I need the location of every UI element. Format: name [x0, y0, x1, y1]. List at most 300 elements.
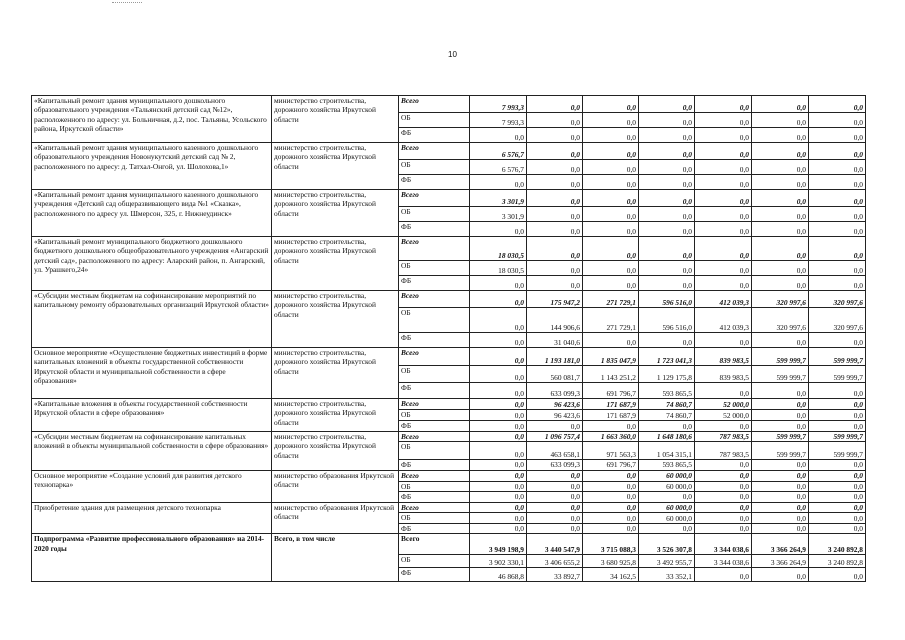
amount-cell: 0,0	[583, 237, 639, 261]
amount-cell: 0,0	[639, 237, 695, 261]
amount-cell: 0,0	[583, 190, 639, 207]
amount-cell: 31 040,6	[527, 333, 583, 348]
amount-cell: 0,0	[470, 333, 527, 348]
amount-cell: 0,0	[470, 222, 527, 237]
event-name-cell: Основное мероприятие «Создание условий для развития детского технопарка»	[32, 470, 272, 502]
funding-source-cell: ОБ	[399, 160, 470, 175]
amount-cell: 0,0	[639, 190, 695, 207]
amount-cell: 0,0	[470, 513, 527, 524]
amount-cell: 599 999,7	[809, 366, 866, 383]
funding-source-cell: Всего	[399, 143, 470, 160]
amount-cell: 0,0	[470, 308, 527, 333]
amount-cell: 0,0	[809, 410, 866, 421]
funding-source-cell: ОБ	[399, 261, 470, 276]
amount-cell: 0,0	[527, 190, 583, 207]
amount-cell: 599 999,7	[809, 442, 866, 460]
event-name-cell: Основное мероприятие «Осуществление бюджетных инвестиций в форме капитальных вложений в объекты государственной собственности Иркутской области и муниципальной собственности в сфере образования»	[32, 348, 272, 399]
amount-cell: 0,0	[695, 143, 752, 160]
amount-cell: 0,0	[809, 333, 866, 348]
amount-cell: 0,0	[527, 524, 583, 534]
amount-cell: 0,0	[470, 460, 527, 470]
amount-cell: 0,0	[695, 333, 752, 348]
amount-cell: 0,0	[752, 383, 809, 399]
amount-cell: 0,0	[809, 237, 866, 261]
funding-source-cell: Всего	[399, 291, 470, 308]
amount-cell: 3 715 088,3	[583, 534, 639, 555]
amount-cell: 0,0	[527, 276, 583, 291]
amount-cell: 0,0	[752, 410, 809, 421]
amount-cell: 971 563,3	[583, 442, 639, 460]
amount-cell: 0,0	[695, 502, 752, 512]
funding-source-cell: ОБ	[399, 442, 470, 460]
funding-source-cell: ОБ	[399, 555, 470, 568]
amount-cell: 1 129 175,8	[639, 366, 695, 383]
amount-cell: 0,0	[752, 460, 809, 470]
event-name-cell: «Капитальный ремонт муниципального бюджетного дошкольного бюджетного дошкольного общеобразовательного учреждения «Ангарский детский сад», расположенного по адресу: Аларский район, п. Ангарский, ул. Урашкего,24»	[32, 237, 272, 291]
amount-cell: 0,0	[752, 276, 809, 291]
amount-cell: 691 796,7	[583, 383, 639, 399]
amount-cell: 0,0	[695, 96, 752, 113]
amount-cell: 0,0	[639, 261, 695, 276]
amount-cell: 0,0	[695, 383, 752, 399]
executor-cell: министерство строительства, дорожного хозяйства Иркутской области	[272, 291, 399, 348]
amount-cell: 0,0	[752, 524, 809, 534]
amount-cell: 0,0	[809, 207, 866, 222]
amount-cell: 0,0	[527, 481, 583, 491]
amount-cell: 0,0	[752, 207, 809, 222]
amount-cell: 599 999,7	[809, 348, 866, 366]
amount-cell: 0,0	[583, 481, 639, 491]
amount-cell: 633 099,3	[527, 460, 583, 470]
amount-cell: 3 301,9	[470, 207, 527, 222]
amount-cell: 0,0	[752, 143, 809, 160]
table-row	[32, 291, 866, 308]
funding-source-cell: Всего	[399, 534, 470, 555]
amount-cell: 633 099,3	[527, 383, 583, 399]
funding-source-cell: ФБ	[399, 175, 470, 190]
amount-cell: 0,0	[583, 160, 639, 175]
table-row	[32, 432, 866, 442]
amount-cell: 1 663 360,0	[583, 432, 639, 442]
amount-cell: 0,0	[470, 470, 527, 481]
amount-cell: 0,0	[752, 502, 809, 512]
executor-cell: министерство строительства, дорожного хозяйства Иркутской области	[272, 399, 399, 432]
funding-source-cell: Всего	[399, 470, 470, 481]
amount-cell: 3 344 038,6	[695, 534, 752, 555]
amount-cell: 0,0	[527, 113, 583, 128]
funding-source-cell: Всего	[399, 348, 470, 366]
amount-cell: 0,0	[695, 113, 752, 128]
executor-cell: министерство строительства, дорожного хозяйства Иркутской области	[272, 432, 399, 471]
amount-cell: 0,0	[583, 261, 639, 276]
amount-cell: 0,0	[639, 421, 695, 432]
amount-cell: 0,0	[470, 502, 527, 512]
amount-cell: 0,0	[527, 96, 583, 113]
amount-cell: 0,0	[470, 383, 527, 399]
amount-cell: 0,0	[695, 492, 752, 502]
funding-source-cell: ОБ	[399, 113, 470, 128]
amount-cell: 0,0	[470, 481, 527, 491]
amount-cell: 0,0	[752, 568, 809, 582]
amount-cell: 0,0	[809, 481, 866, 491]
amount-cell: 599 999,7	[752, 348, 809, 366]
amount-cell: 1 054 315,1	[639, 442, 695, 460]
executor-cell: министерство строительства, дорожного хозяйства Иркутской области	[272, 237, 399, 291]
table-row	[32, 470, 866, 481]
amount-cell: 0,0	[695, 470, 752, 481]
funding-source-cell: ФБ	[399, 333, 470, 348]
event-name-cell: «Субсидии местным бюджетам на софинансирование капитальных вложений в объекты муниципальной собственности в сфере образования»	[32, 432, 272, 471]
amount-cell: 6 576,7	[470, 143, 527, 160]
funding-source-cell: ФБ	[399, 383, 470, 399]
amount-cell: 0,0	[752, 481, 809, 491]
amount-cell: 0,0	[695, 222, 752, 237]
amount-cell: 0,0	[470, 399, 527, 410]
amount-cell: 171 687,9	[583, 399, 639, 410]
amount-cell: 0,0	[639, 96, 695, 113]
amount-cell: 0,0	[527, 237, 583, 261]
amount-cell: 0,0	[527, 421, 583, 432]
amount-cell: 0,0	[752, 96, 809, 113]
event-name-cell: «Капитальные вложения в объекты государственной собственности Иркутской области в сфере образования»	[32, 399, 272, 432]
amount-cell: 599 999,7	[752, 366, 809, 383]
funding-source-cell: ФБ	[399, 222, 470, 237]
amount-cell: 0,0	[639, 222, 695, 237]
amount-cell: 0,0	[470, 524, 527, 534]
amount-cell: 0,0	[752, 470, 809, 481]
amount-cell: 0,0	[583, 143, 639, 160]
amount-cell: 74 860,7	[639, 399, 695, 410]
amount-cell: 320 997,6	[809, 291, 866, 308]
amount-cell: 0,0	[695, 513, 752, 524]
executor-cell: министерство строительства, дорожного хозяйства Иркутской области	[272, 348, 399, 399]
amount-cell: 0,0	[527, 470, 583, 481]
page-number: 10	[448, 50, 457, 59]
amount-cell: 0,0	[695, 421, 752, 432]
amount-cell: 7 993,3	[470, 96, 527, 113]
amount-cell: 0,0	[809, 568, 866, 582]
funding-source-cell: Всего	[399, 432, 470, 442]
amount-cell: 0,0	[583, 513, 639, 524]
amount-cell: 0,0	[527, 492, 583, 502]
amount-cell: 0,0	[583, 222, 639, 237]
amount-cell: 0,0	[695, 460, 752, 470]
funding-source-cell: ОБ	[399, 410, 470, 421]
amount-cell: 60 000,0	[639, 513, 695, 524]
amount-cell: 0,0	[752, 222, 809, 237]
amount-cell: 0,0	[470, 432, 527, 442]
amount-cell: 0,0	[809, 143, 866, 160]
amount-cell: 0,0	[752, 160, 809, 175]
amount-cell: 0,0	[752, 421, 809, 432]
amount-cell: 1 648 180,6	[639, 432, 695, 442]
executor-cell: министерство образования Иркутской области	[272, 502, 399, 534]
amount-cell: 0,0	[752, 128, 809, 143]
amount-cell: 0,0	[470, 276, 527, 291]
amount-cell: 52 000,0	[695, 410, 752, 421]
executor-cell: министерство образования Иркутской области	[272, 470, 399, 502]
funding-source-cell: ОБ	[399, 366, 470, 383]
event-name-cell: Подпрограмма «Развитие профессионального образования» на 2014-2020 годы	[32, 534, 272, 582]
amount-cell: 3 240 892,8	[809, 534, 866, 555]
amount-cell: 74 860,7	[639, 410, 695, 421]
amount-cell: 96 423,6	[527, 410, 583, 421]
amount-cell: 0,0	[809, 460, 866, 470]
amount-cell: 6 576,7	[470, 160, 527, 175]
amount-cell: 0,0	[527, 207, 583, 222]
amount-cell: 0,0	[470, 410, 527, 421]
amount-cell: 3 492 955,7	[639, 555, 695, 568]
amount-cell: 320 997,6	[752, 308, 809, 333]
funding-source-cell: ФБ	[399, 276, 470, 291]
amount-cell: 1 143 251,2	[583, 366, 639, 383]
amount-cell: 0,0	[583, 492, 639, 502]
amount-cell: 3 406 655,2	[527, 555, 583, 568]
amount-cell: 3 526 307,8	[639, 534, 695, 555]
funding-source-cell: ФБ	[399, 460, 470, 470]
amount-cell: 0,0	[470, 421, 527, 432]
funding-source-cell: ОБ	[399, 513, 470, 524]
amount-cell: 412 039,3	[695, 308, 752, 333]
amount-cell: 0,0	[809, 492, 866, 502]
amount-cell: 0,0	[470, 348, 527, 366]
amount-cell: 96 423,6	[527, 399, 583, 410]
amount-cell: 463 658,1	[527, 442, 583, 460]
amount-cell: 412 039,3	[695, 291, 752, 308]
amount-cell: 0,0	[583, 175, 639, 190]
amount-cell: 0,0	[470, 128, 527, 143]
budget-table	[31, 95, 866, 582]
amount-cell: 3 301,9	[470, 190, 527, 207]
amount-cell: 0,0	[639, 524, 695, 534]
amount-cell: 599 999,7	[752, 432, 809, 442]
amount-cell: 839 983,5	[695, 348, 752, 366]
amount-cell: 0,0	[809, 261, 866, 276]
amount-cell: 3 902 330,1	[470, 555, 527, 568]
amount-cell: 0,0	[583, 96, 639, 113]
event-name-cell: «Субсидии местным бюджетам на софинансирование мероприятий по капитальному ремонту образовательных организаций Иркутской области»	[32, 291, 272, 348]
funding-source-cell: ФБ	[399, 568, 470, 582]
amount-cell: 0,0	[809, 524, 866, 534]
amount-cell: 1 096 757,4	[527, 432, 583, 442]
amount-cell: 0,0	[583, 421, 639, 432]
amount-cell: 0,0	[752, 175, 809, 190]
amount-cell: 3 680 925,8	[583, 555, 639, 568]
amount-cell: 0,0	[752, 113, 809, 128]
amount-cell: 0,0	[695, 481, 752, 491]
amount-cell: 0,0	[639, 276, 695, 291]
event-name-cell: «Капитальный ремонт здания муниципального казенного дошкольного учреждения «Детский сад общеразвивающего вида №1 «Сказка», расположенного по адресу ул. Шмерсон, 325, г. Нижнеудинск»	[32, 190, 272, 237]
amount-cell: 271 729,1	[583, 308, 639, 333]
amount-cell: 3 344 038,6	[695, 555, 752, 568]
amount-cell: 0,0	[527, 175, 583, 190]
amount-cell: 0,0	[695, 207, 752, 222]
amount-cell: 0,0	[527, 502, 583, 512]
executor-cell: министерство строительства, дорожного хозяйства Иркутской области	[272, 190, 399, 237]
amount-cell: 0,0	[583, 470, 639, 481]
amount-cell: 0,0	[809, 190, 866, 207]
amount-cell: 0,0	[752, 261, 809, 276]
amount-cell: 0,0	[752, 333, 809, 348]
amount-cell: 787 983,5	[695, 442, 752, 460]
funding-source-cell: ФБ	[399, 524, 470, 534]
amount-cell: 0,0	[695, 276, 752, 291]
amount-cell: 0,0	[695, 175, 752, 190]
amount-cell: 18 030,5	[470, 261, 527, 276]
funding-source-cell: Всего	[399, 399, 470, 410]
amount-cell: 3 440 547,9	[527, 534, 583, 555]
amount-cell: 839 983,5	[695, 366, 752, 383]
executor-cell: Всего, в том числе	[272, 534, 399, 582]
amount-cell: 0,0	[809, 96, 866, 113]
amount-cell: 1 723 041,3	[639, 348, 695, 366]
table-row	[32, 96, 866, 113]
amount-cell: 271 729,1	[583, 291, 639, 308]
amount-cell: 320 997,6	[809, 308, 866, 333]
amount-cell: 0,0	[809, 222, 866, 237]
amount-cell: 0,0	[527, 261, 583, 276]
amount-cell: 46 868,8	[470, 568, 527, 582]
funding-source-cell: Всего	[399, 237, 470, 261]
amount-cell: 0,0	[583, 333, 639, 348]
amount-cell: 171 687,9	[583, 410, 639, 421]
funding-source-cell: ФБ	[399, 421, 470, 432]
amount-cell: 0,0	[809, 175, 866, 190]
amount-cell: 0,0	[809, 113, 866, 128]
amount-cell: 33 892,7	[527, 568, 583, 582]
event-name-cell: Приобретение здания для размещения детского технопарка	[32, 502, 272, 534]
amount-cell: 0,0	[809, 502, 866, 512]
amount-cell: 60 000,0	[639, 502, 695, 512]
funding-source-cell: ОБ	[399, 481, 470, 491]
table-row	[32, 237, 866, 261]
amount-cell: 599 999,7	[752, 442, 809, 460]
amount-cell: 0,0	[470, 442, 527, 460]
amount-cell: 0,0	[809, 399, 866, 410]
amount-cell: 0,0	[752, 237, 809, 261]
amount-cell: 0,0	[809, 276, 866, 291]
amount-cell: 3 366 264,9	[752, 555, 809, 568]
funding-source-cell: Всего	[399, 502, 470, 512]
amount-cell: 0,0	[583, 276, 639, 291]
amount-cell: 34 162,5	[583, 568, 639, 582]
funding-source-cell: ФБ	[399, 492, 470, 502]
amount-cell: 0,0	[695, 261, 752, 276]
amount-cell: 3 949 198,9	[470, 534, 527, 555]
amount-cell: 0,0	[695, 190, 752, 207]
amount-cell: 52 000,0	[695, 399, 752, 410]
amount-cell: 0,0	[639, 143, 695, 160]
amount-cell: 0,0	[583, 113, 639, 128]
amount-cell: 18 030,5	[470, 237, 527, 261]
amount-cell: 0,0	[527, 222, 583, 237]
amount-cell: 0,0	[527, 128, 583, 143]
amount-cell: 0,0	[639, 207, 695, 222]
amount-cell: 320 997,6	[752, 291, 809, 308]
funding-source-cell: Всего	[399, 96, 470, 113]
amount-cell: 0,0	[583, 207, 639, 222]
table-row	[32, 399, 866, 410]
amount-cell: 0,0	[470, 175, 527, 190]
amount-cell: 0,0	[583, 128, 639, 143]
amount-cell: 787 983,5	[695, 432, 752, 442]
table-row	[32, 348, 866, 366]
event-name-cell: «Капитальный ремонт здания муниципального казенного дошкольного образовательного учреждения Новонукутский детский сад № 2, расположенного по адресу: д. Татхал-Онгой, ул. Шолохова,1»	[32, 143, 272, 190]
amount-cell: 60 000,0	[639, 481, 695, 491]
amount-cell: 593 865,5	[639, 460, 695, 470]
amount-cell: 175 947,2	[527, 291, 583, 308]
amount-cell: 1 835 047,9	[583, 348, 639, 366]
amount-cell: 0,0	[639, 113, 695, 128]
amount-cell: 0,0	[470, 366, 527, 383]
funding-source-cell: ОБ	[399, 308, 470, 333]
amount-cell: 0,0	[583, 524, 639, 534]
amount-cell: 0,0	[639, 175, 695, 190]
amount-cell: 0,0	[809, 128, 866, 143]
amount-cell: 0,0	[809, 421, 866, 432]
amount-cell: 0,0	[809, 470, 866, 481]
amount-cell: 33 352,1	[639, 568, 695, 582]
amount-cell: 0,0	[809, 513, 866, 524]
table-row	[32, 143, 866, 160]
amount-cell: 0,0	[583, 502, 639, 512]
funding-source-cell: ОБ	[399, 207, 470, 222]
amount-cell: 3 240 892,8	[809, 555, 866, 568]
amount-cell: 0,0	[809, 383, 866, 399]
table-row	[32, 534, 866, 555]
amount-cell: 0,0	[695, 128, 752, 143]
amount-cell: 0,0	[527, 160, 583, 175]
amount-cell: 0,0	[695, 568, 752, 582]
executor-cell: министерство строительства, дорожного хозяйства Иркутской области	[272, 143, 399, 190]
amount-cell: 0,0	[695, 237, 752, 261]
amount-cell: 0,0	[639, 160, 695, 175]
amount-cell: 3 366 264,9	[752, 534, 809, 555]
amount-cell: 0,0	[639, 128, 695, 143]
amount-cell: 0,0	[639, 333, 695, 348]
amount-cell: 0,0	[752, 513, 809, 524]
amount-cell: 0,0	[470, 492, 527, 502]
amount-cell: 0,0	[639, 492, 695, 502]
amount-cell: 0,0	[752, 492, 809, 502]
amount-cell: 599 999,7	[809, 432, 866, 442]
executor-cell: министерство строительства, дорожного хозяйства Иркутской области	[272, 96, 399, 143]
amount-cell: 0,0	[695, 160, 752, 175]
table-row	[32, 190, 866, 207]
event-name-cell: «Капитальный ремонт здания муниципального дошкольного образовательного учреждения «Тальянский детский сад №12», расположенного по адресу: ул. Больничная, д.2, пос. Тальяны, Усольского района, Иркутской области»	[32, 96, 272, 143]
amount-cell: 0,0	[752, 399, 809, 410]
amount-cell: 593 865,5	[639, 383, 695, 399]
amount-cell: 0,0	[470, 291, 527, 308]
amount-cell: 560 081,7	[527, 366, 583, 383]
table-row	[32, 502, 866, 512]
amount-cell: 596 516,0	[639, 308, 695, 333]
amount-cell: 691 796,7	[583, 460, 639, 470]
amount-cell: 1 193 181,0	[527, 348, 583, 366]
amount-cell: 596 516,0	[639, 291, 695, 308]
amount-cell: 0,0	[527, 513, 583, 524]
funding-source-cell: Всего	[399, 190, 470, 207]
amount-cell: 7 993,3	[470, 113, 527, 128]
amount-cell: 0,0	[695, 524, 752, 534]
amount-cell: 144 906,6	[527, 308, 583, 333]
amount-cell: 0,0	[752, 190, 809, 207]
amount-cell: 0,0	[527, 143, 583, 160]
amount-cell: 60 000,0	[639, 470, 695, 481]
amount-cell: 0,0	[809, 160, 866, 175]
scan-artifact	[112, 2, 142, 3]
funding-source-cell: ФБ	[399, 128, 470, 143]
